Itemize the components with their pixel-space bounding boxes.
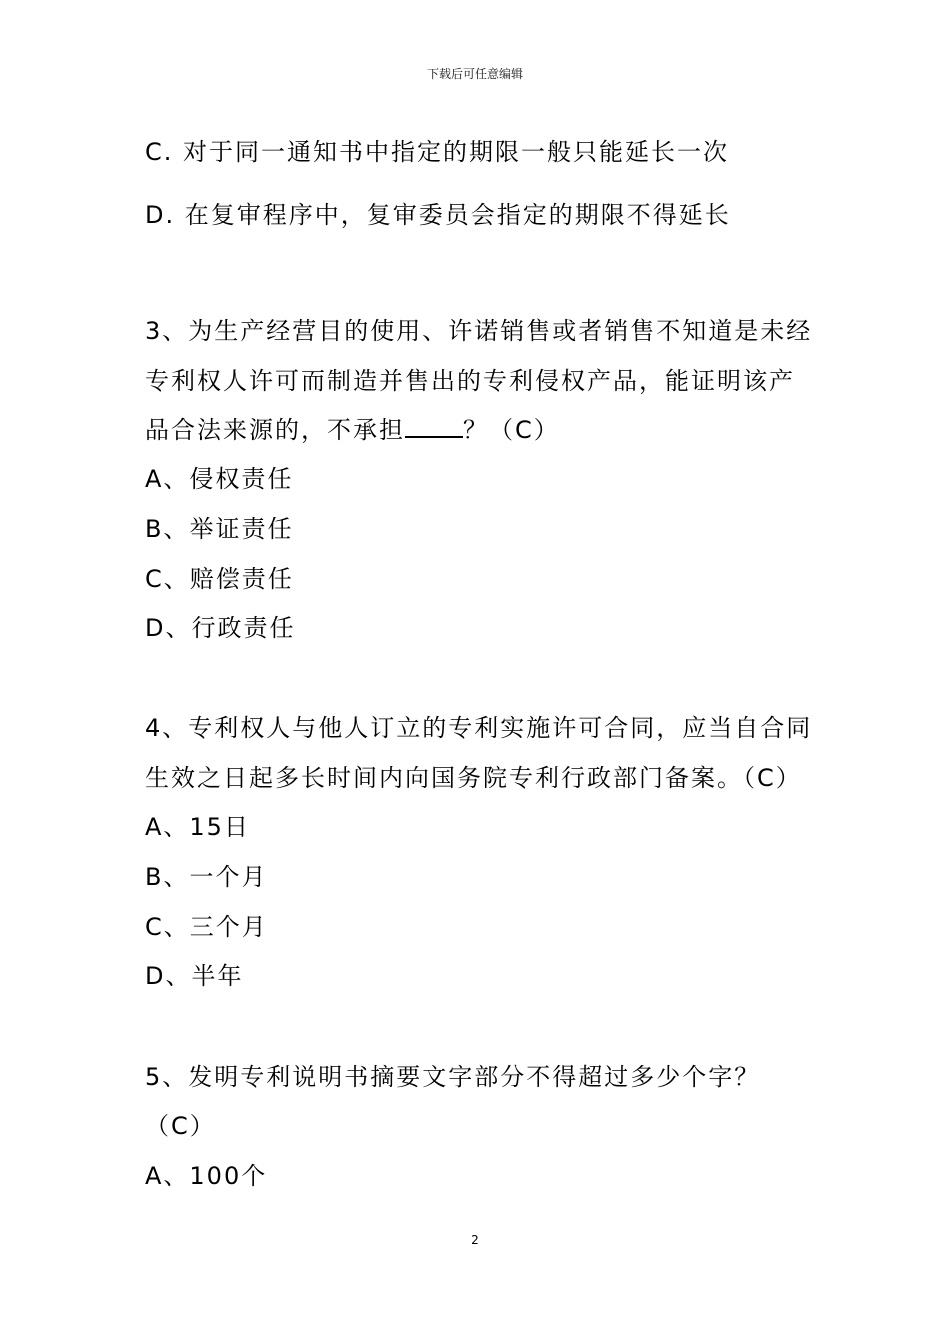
q2-option-d: D. 在复审程序中，复审委员会指定的期限不得延长 (145, 201, 731, 229)
q3-option-b: B、举证责任 (145, 515, 294, 543)
q5-option-a: A、100个 (145, 1162, 268, 1190)
q3-stem-line-3 (145, 414, 815, 445)
q4-option-c: C、三个月 (145, 913, 268, 941)
q4-option-a: A、15日 (145, 813, 250, 841)
q4-stem-line-2: 生效之日起多长时间内向国务院专利行政部门备案。（C） (145, 764, 802, 792)
q5-stem-line-2: （C） (145, 1112, 216, 1140)
answer-blank (405, 414, 463, 438)
q4-option-b: B、一个月 (145, 863, 268, 891)
page-number: 2 (471, 1233, 479, 1247)
q3-stem-text: 品合法来源的，不承担 (145, 416, 405, 444)
q5-stem-line-1: 5、发明专利说明书摘要文字部分不得超过多少个字？ (145, 1063, 761, 1091)
q4-stem-line-1: 4、专利权人与他人订立的专利实施许可合同，应当自合同 (145, 714, 813, 742)
q4-option-d: D、半年 (145, 962, 244, 990)
q3-option-d: D、行政责任 (145, 614, 296, 642)
q3-option-a: A、侵权责任 (145, 465, 294, 493)
q3-stem-line-1: 3、为生产经营目的使用、许诺销售或者销售不知道是未经 (145, 317, 813, 345)
q3-answer: ？（C） (463, 416, 560, 444)
page-header: 下载后可任意编辑 (426, 67, 523, 81)
q2-option-c: C. 对于同一通知书中指定的期限一般只能延长一次 (145, 138, 730, 166)
q3-stem-line-2: 专利权人许可而制造并售出的专利侵权产品，能证明该产 (145, 367, 795, 395)
q3-option-c: C、赔偿责任 (145, 565, 294, 593)
